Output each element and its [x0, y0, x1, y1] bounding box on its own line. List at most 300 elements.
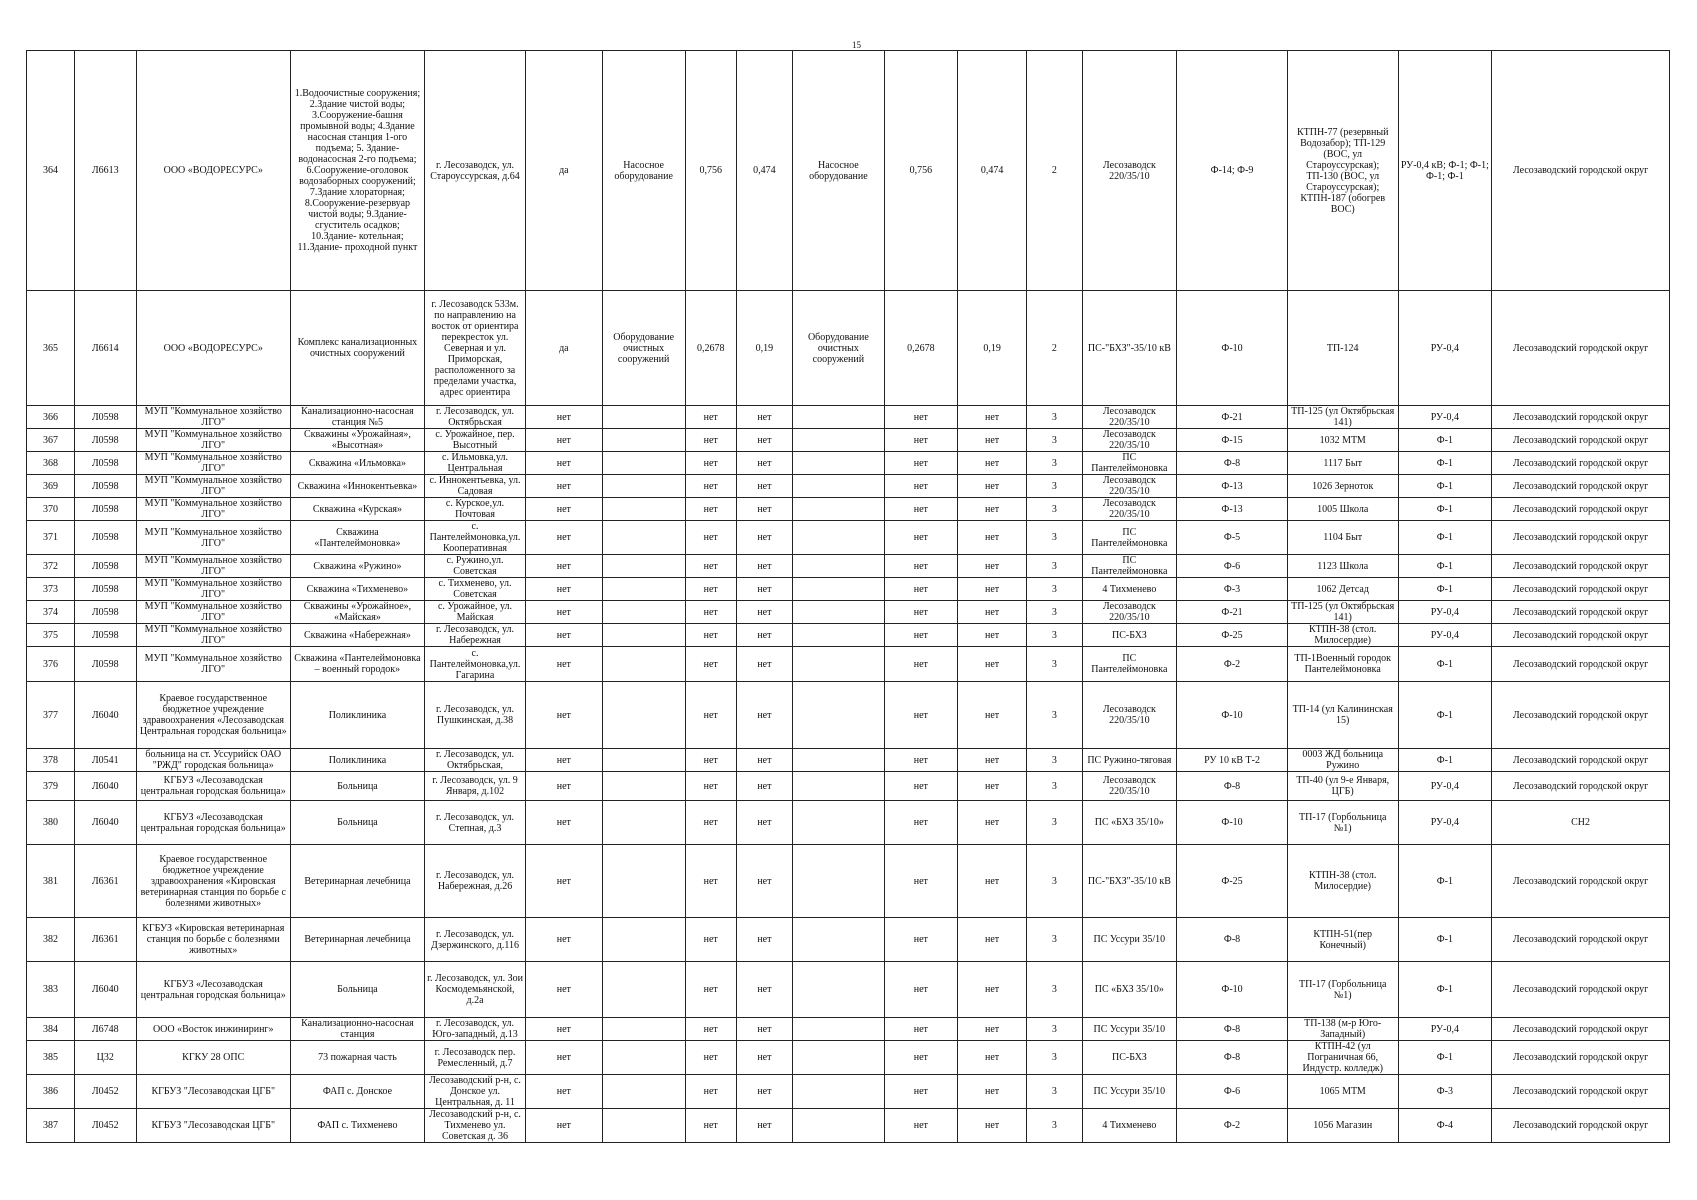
value-b-cell: нет [736, 429, 792, 452]
substation-cell: ПС-БХЗ [1082, 624, 1177, 647]
equipment-2-cell [793, 801, 885, 845]
value-a-cell: нет [685, 578, 736, 601]
object-name-cell: Скважина «Пантелеймоновка» [290, 521, 424, 555]
code-cell: Л0598 [74, 624, 136, 647]
value-d-cell: 0,19 [958, 291, 1027, 406]
switchgear-cell: РУ-0,4 [1398, 1018, 1492, 1041]
organization-cell: Краевое государственное бюджетное учреждение здравоохранения «Лесозаводская Центральная городская больница» [136, 682, 290, 749]
row-number-cell: 364 [27, 51, 75, 291]
object-name-cell: ФАП с. Тихменево [290, 1109, 424, 1143]
address-cell: г. Лесозаводск, ул. Степная, д.3 [424, 801, 525, 845]
municipality-cell: Лесозаводский городской округ [1492, 498, 1670, 521]
flag-cell: нет [526, 429, 603, 452]
row-number-cell: 374 [27, 601, 75, 624]
value-d-cell: нет [958, 682, 1027, 749]
value-a-cell: нет [685, 772, 736, 801]
transformer-point-cell: 1062 Детсад [1287, 578, 1398, 601]
value-a-cell: нет [685, 845, 736, 918]
table-row [27, 962, 1670, 1018]
object-name-cell: ФАП с. Донское [290, 1075, 424, 1109]
value-c-cell: нет [884, 555, 957, 578]
code-cell: Л0598 [74, 406, 136, 429]
category-cell: 3 [1027, 918, 1082, 962]
transformer-point-cell: КТПН-38 (стол. Милосердие) [1287, 624, 1398, 647]
value-d-cell: нет [958, 918, 1027, 962]
category-cell: 3 [1027, 406, 1082, 429]
organization-cell: МУП "Коммунальное хозяйство ЛГО" [136, 429, 290, 452]
address-cell: г. Лесозаводск, ул. Зои Космодемьянской, д.2а [424, 962, 525, 1018]
code-cell: Л0541 [74, 749, 136, 772]
object-name-cell: Ветеринарная лечебница [290, 845, 424, 918]
substation-cell: Лесозаводск 220/35/10 [1082, 601, 1177, 624]
table-row [27, 918, 1670, 962]
organization-cell: КГБУЗ «Лесозаводская центральная городская больница» [136, 801, 290, 845]
code-cell: Л6748 [74, 1018, 136, 1041]
category-cell: 3 [1027, 578, 1082, 601]
flag-cell: нет [526, 647, 603, 682]
value-d-cell: нет [958, 1018, 1027, 1041]
transformer-point-cell: КТПН-42 (ул Пограничная 66, Индустр. колледж) [1287, 1041, 1398, 1075]
feeder-cell: Ф-14; Ф-9 [1177, 51, 1288, 291]
flag-cell: да [526, 291, 603, 406]
value-a-cell: нет [685, 555, 736, 578]
code-cell: Л0598 [74, 521, 136, 555]
table-row [27, 624, 1670, 647]
flag-cell: нет [526, 1018, 603, 1041]
switchgear-cell: Ф-1 [1398, 429, 1492, 452]
value-c-cell: 0,2678 [884, 291, 957, 406]
substation-cell: Лесозаводск 220/35/10 [1082, 498, 1177, 521]
equipment-2-cell [793, 749, 885, 772]
equipment-2-cell [793, 555, 885, 578]
equipment-cell [602, 1018, 685, 1041]
substation-cell: ПС Уссури 35/10 [1082, 918, 1177, 962]
equipment-cell [602, 601, 685, 624]
address-cell: с. Ружино,ул. Советская [424, 555, 525, 578]
equipment-cell [602, 1075, 685, 1109]
equipment-2-cell [793, 682, 885, 749]
switchgear-cell: Ф-3 [1398, 1075, 1492, 1109]
value-b-cell: нет [736, 1018, 792, 1041]
municipality-cell: Лесозаводский городской округ [1492, 624, 1670, 647]
table-row [27, 845, 1670, 918]
organization-cell: МУП "Коммунальное хозяйство ЛГО" [136, 555, 290, 578]
substation-cell: 4 Тихменево [1082, 578, 1177, 601]
table-row [27, 291, 1670, 406]
address-cell: г. Лесозаводск, ул. Юго-западный, д.13 [424, 1018, 525, 1041]
transformer-point-cell: ТП-1Военный городок Пантелеймоновка [1287, 647, 1398, 682]
value-c-cell: нет [884, 749, 957, 772]
value-a-cell: нет [685, 452, 736, 475]
row-number-cell: 381 [27, 845, 75, 918]
transformer-point-cell: ТП-40 (ул 9-е Января, ЦГБ) [1287, 772, 1398, 801]
code-cell: Л0452 [74, 1109, 136, 1143]
table-row [27, 647, 1670, 682]
municipality-cell: Лесозаводский городской округ [1492, 845, 1670, 918]
flag-cell: нет [526, 749, 603, 772]
value-b-cell: нет [736, 749, 792, 772]
feeder-cell: Ф-25 [1177, 845, 1288, 918]
object-name-cell: Больница [290, 962, 424, 1018]
equipment-2-cell [793, 406, 885, 429]
value-a-cell: нет [685, 647, 736, 682]
flag-cell: нет [526, 498, 603, 521]
flag-cell: нет [526, 624, 603, 647]
value-d-cell: нет [958, 1075, 1027, 1109]
value-c-cell: нет [884, 429, 957, 452]
switchgear-cell: Ф-1 [1398, 578, 1492, 601]
organization-cell: КГБУЗ «Лесозаводская центральная городская больница» [136, 772, 290, 801]
flag-cell: да [526, 51, 603, 291]
equipment-cell [602, 406, 685, 429]
feeder-cell: Ф-8 [1177, 918, 1288, 962]
object-name-cell: Поликлиника [290, 749, 424, 772]
organization-cell: КГБУЗ "Лесозаводская ЦГБ" [136, 1075, 290, 1109]
equipment-cell [602, 521, 685, 555]
category-cell: 3 [1027, 962, 1082, 1018]
equipment-2-cell [793, 452, 885, 475]
value-c-cell: нет [884, 801, 957, 845]
category-cell: 3 [1027, 521, 1082, 555]
row-number-cell: 368 [27, 452, 75, 475]
row-number-cell: 371 [27, 521, 75, 555]
feeder-cell: Ф-8 [1177, 452, 1288, 475]
value-c-cell: 0,756 [884, 51, 957, 291]
feeder-cell: Ф-10 [1177, 682, 1288, 749]
feeder-cell: Ф-8 [1177, 1041, 1288, 1075]
address-cell: г. Лесозаводск, ул. Октябрьская [424, 406, 525, 429]
category-cell: 3 [1027, 1018, 1082, 1041]
organization-cell: МУП "Коммунальное хозяйство ЛГО" [136, 647, 290, 682]
value-b-cell: нет [736, 801, 792, 845]
municipality-cell: Лесозаводский городской округ [1492, 601, 1670, 624]
object-name-cell: Ветеринарная лечебница [290, 918, 424, 962]
equipment-2-cell [793, 918, 885, 962]
transformer-point-cell: ТП-138 (м-р Юго-Западный) [1287, 1018, 1398, 1041]
value-a-cell: нет [685, 498, 736, 521]
transformer-point-cell: 1026 Зерноток [1287, 475, 1398, 498]
row-number-cell: 386 [27, 1075, 75, 1109]
value-d-cell: нет [958, 498, 1027, 521]
flag-cell: нет [526, 601, 603, 624]
feeder-cell: Ф-6 [1177, 1075, 1288, 1109]
table-row [27, 1075, 1670, 1109]
value-d-cell: нет [958, 962, 1027, 1018]
table-row [27, 51, 1670, 291]
table-row [27, 555, 1670, 578]
category-cell: 3 [1027, 624, 1082, 647]
switchgear-cell: Ф-4 [1398, 1109, 1492, 1143]
transformer-point-cell: 1056 Магазин [1287, 1109, 1398, 1143]
substation-cell: ПС Пантелеймоновка [1082, 521, 1177, 555]
switchgear-cell: Ф-1 [1398, 682, 1492, 749]
substation-cell: ПС «БХЗ 35/10» [1082, 962, 1177, 1018]
equipment-2-cell: Оборудование очистных сооружений [793, 291, 885, 406]
table-row [27, 429, 1670, 452]
object-name-cell: Скважина «Ружино» [290, 555, 424, 578]
municipality-cell: Лесозаводский городской округ [1492, 452, 1670, 475]
switchgear-cell: Ф-1 [1398, 475, 1492, 498]
switchgear-cell: РУ-0,4 [1398, 601, 1492, 624]
flag-cell: нет [526, 1075, 603, 1109]
feeder-cell: РУ 10 кВ Т-2 [1177, 749, 1288, 772]
row-number-cell: 369 [27, 475, 75, 498]
category-cell: 3 [1027, 1075, 1082, 1109]
value-c-cell: нет [884, 521, 957, 555]
value-c-cell: нет [884, 1075, 957, 1109]
switchgear-cell: РУ-0,4 [1398, 801, 1492, 845]
value-b-cell: нет [736, 1075, 792, 1109]
value-d-cell: нет [958, 624, 1027, 647]
transformer-point-cell: ТП-17 (Горбольница №1) [1287, 962, 1398, 1018]
equipment-cell [602, 801, 685, 845]
address-cell: с. Пантелеймоновка,ул. Кооперативная [424, 521, 525, 555]
address-cell: г. Лесозаводск пер. Ремесленный, д.7 [424, 1041, 525, 1075]
value-c-cell: нет [884, 845, 957, 918]
address-cell: г. Лесозаводск 533м. по направлению на восток от ориентира перекресток ул. Северная и ул. Приморская, расположенного за пределами участка, адрес ориентира [424, 291, 525, 406]
value-d-cell: нет [958, 475, 1027, 498]
address-cell: г. Лесозаводск, ул. Набережная, д.26 [424, 845, 525, 918]
municipality-cell: Лесозаводский городской округ [1492, 749, 1670, 772]
value-a-cell: нет [685, 801, 736, 845]
value-b-cell: 0,19 [736, 291, 792, 406]
table-row [27, 521, 1670, 555]
transformer-point-cell: 1104 Быт [1287, 521, 1398, 555]
transformer-point-cell: ТП-17 (Горбольница №1) [1287, 801, 1398, 845]
municipality-cell: Лесозаводский городской округ [1492, 1075, 1670, 1109]
substation-cell: ПС-БХЗ [1082, 1041, 1177, 1075]
organization-cell: КГБУЗ «Лесозаводская центральная городская больница» [136, 962, 290, 1018]
value-d-cell: нет [958, 801, 1027, 845]
substation-cell: ПС-"БХЗ"-35/10 кВ [1082, 845, 1177, 918]
object-name-cell: Скважина «Пантелеймоновка – военный городок» [290, 647, 424, 682]
switchgear-cell: РУ-0,4 [1398, 624, 1492, 647]
row-number-cell: 384 [27, 1018, 75, 1041]
switchgear-cell: Ф-1 [1398, 845, 1492, 918]
code-cell: Л6361 [74, 845, 136, 918]
value-b-cell: нет [736, 475, 792, 498]
address-cell: с. Иннокентьевка, ул. Садовая [424, 475, 525, 498]
feeder-cell: Ф-8 [1177, 1018, 1288, 1041]
value-c-cell: нет [884, 578, 957, 601]
category-cell: 3 [1027, 452, 1082, 475]
address-cell: с. Пантелеймоновка,ул. Гагарина [424, 647, 525, 682]
code-cell: Л0598 [74, 555, 136, 578]
equipment-cell [602, 475, 685, 498]
table-row [27, 1109, 1670, 1143]
value-c-cell: нет [884, 1018, 957, 1041]
value-c-cell: нет [884, 918, 957, 962]
equipment-2-cell [793, 429, 885, 452]
category-cell: 3 [1027, 1109, 1082, 1143]
flag-cell: нет [526, 521, 603, 555]
value-a-cell: нет [685, 1018, 736, 1041]
feeder-cell: Ф-10 [1177, 962, 1288, 1018]
object-name-cell: Канализационно-насосная станция [290, 1018, 424, 1041]
value-d-cell: 0,474 [958, 51, 1027, 291]
equipment-cell [602, 555, 685, 578]
value-c-cell: нет [884, 498, 957, 521]
category-cell: 3 [1027, 498, 1082, 521]
feeder-cell: Ф-13 [1177, 475, 1288, 498]
transformer-point-cell: 1005 Школа [1287, 498, 1398, 521]
table-row [27, 406, 1670, 429]
row-number-cell: 387 [27, 1109, 75, 1143]
substation-cell: ПС Ружино-тяговая [1082, 749, 1177, 772]
row-number-cell: 382 [27, 918, 75, 962]
address-cell: с. Урожайное, пер. Высотный [424, 429, 525, 452]
value-c-cell: нет [884, 772, 957, 801]
value-b-cell: нет [736, 647, 792, 682]
transformer-point-cell: КТПН-38 (стол. Милосердие) [1287, 845, 1398, 918]
feeder-cell: Ф-21 [1177, 406, 1288, 429]
row-number-cell: 383 [27, 962, 75, 1018]
switchgear-cell: РУ-0,4 [1398, 406, 1492, 429]
value-d-cell: нет [958, 601, 1027, 624]
equipment-2-cell [793, 772, 885, 801]
table-row [27, 1018, 1670, 1041]
flag-cell: нет [526, 772, 603, 801]
organization-cell: больница на ст. Уссурийск ОАО "РЖД" городская больница» [136, 749, 290, 772]
row-number-cell: 366 [27, 406, 75, 429]
switchgear-cell: Ф-1 [1398, 498, 1492, 521]
transformer-point-cell: ТП-125 (ул Октябрьская 141) [1287, 601, 1398, 624]
value-a-cell: нет [685, 918, 736, 962]
transformer-point-cell: 1065 МТМ [1287, 1075, 1398, 1109]
value-b-cell: нет [736, 845, 792, 918]
switchgear-cell: Ф-1 [1398, 555, 1492, 578]
transformer-point-cell: 0003 ЖД больница Ружино [1287, 749, 1398, 772]
equipment-2-cell [793, 578, 885, 601]
value-a-cell: нет [685, 521, 736, 555]
value-d-cell: нет [958, 452, 1027, 475]
switchgear-cell: Ф-1 [1398, 647, 1492, 682]
equipment-cell [602, 498, 685, 521]
object-name-cell: Скважина «Курская» [290, 498, 424, 521]
equipment-2-cell [793, 601, 885, 624]
organization-cell: МУП "Коммунальное хозяйство ЛГО" [136, 624, 290, 647]
organization-cell: МУП "Коммунальное хозяйство ЛГО" [136, 601, 290, 624]
switchgear-cell: Ф-1 [1398, 962, 1492, 1018]
municipality-cell: Лесозаводский городской округ [1492, 1041, 1670, 1075]
row-number-cell: 377 [27, 682, 75, 749]
flag-cell: нет [526, 555, 603, 578]
code-cell: Л6040 [74, 801, 136, 845]
value-b-cell: нет [736, 624, 792, 647]
transformer-point-cell: 1032 МТМ [1287, 429, 1398, 452]
object-name-cell: 1.Водоочистные сооружения; 2.Здание чистой воды; 3.Сооружение-башня промывной воды; 4.Здание насосная станция 1-ого подъема; 5. Здание-водонасосная 2-го подъема; 6.Сооружение-оголовок водозаборных сооружений; 7.Здание хлораторная; 8.Сооружение-резервуар чистой воды; 9.Здание-сгуститель осадков; 10.Здание- котельная; 11.Здание- проходной пункт [290, 51, 424, 291]
value-d-cell: нет [958, 845, 1027, 918]
transformer-point-cell: ТП-125 (ул Октябрьская 141) [1287, 406, 1398, 429]
equipment-2-cell [793, 475, 885, 498]
transformer-point-cell: ТП-14 (ул Калининская 15) [1287, 682, 1398, 749]
organization-cell: КГБУЗ «Кировская ветеринарная станция по борьбе с болезнями животных» [136, 918, 290, 962]
organization-cell: ООО «ВОДОРЕСУРС» [136, 51, 290, 291]
flag-cell: нет [526, 406, 603, 429]
value-b-cell: нет [736, 601, 792, 624]
address-cell: с. Ильмовка,ул. Центральная [424, 452, 525, 475]
municipality-cell: Лесозаводский городской округ [1492, 962, 1670, 1018]
substation-cell: ПС Уссури 35/10 [1082, 1018, 1177, 1041]
substation-cell: Лесозаводск 220/35/10 [1082, 772, 1177, 801]
category-cell: 3 [1027, 647, 1082, 682]
municipality-cell: Лесозаводский городской округ [1492, 1018, 1670, 1041]
code-cell: Л0598 [74, 647, 136, 682]
value-a-cell: нет [685, 429, 736, 452]
feeder-cell: Ф-5 [1177, 521, 1288, 555]
equipment-2-cell [793, 1041, 885, 1075]
flag-cell: нет [526, 1041, 603, 1075]
value-a-cell: нет [685, 601, 736, 624]
organization-cell: МУП "Коммунальное хозяйство ЛГО" [136, 406, 290, 429]
municipality-cell: Лесозаводский городской округ [1492, 647, 1670, 682]
equipment-2-cell [793, 624, 885, 647]
page-number: 15 [852, 40, 861, 50]
row-number-cell: 378 [27, 749, 75, 772]
flag-cell: нет [526, 475, 603, 498]
feeder-cell: Ф-6 [1177, 555, 1288, 578]
equipment-cell [602, 772, 685, 801]
flag-cell: нет [526, 1109, 603, 1143]
value-c-cell: нет [884, 624, 957, 647]
value-a-cell: нет [685, 1041, 736, 1075]
equipment-2-cell [793, 1109, 885, 1143]
substation-cell: Лесозаводск 220/35/10 [1082, 51, 1177, 291]
equipment-2-cell [793, 962, 885, 1018]
feeder-cell: Ф-2 [1177, 1109, 1288, 1143]
substation-cell: ПС Пантелеймоновка [1082, 555, 1177, 578]
equipment-cell [602, 578, 685, 601]
table-row [27, 801, 1670, 845]
value-c-cell: нет [884, 406, 957, 429]
address-cell: с. Урожайное, ул. Майская [424, 601, 525, 624]
equipment-cell [602, 682, 685, 749]
object-name-cell: Скважины «Урожайное», «Майская» [290, 601, 424, 624]
category-cell: 3 [1027, 429, 1082, 452]
municipality-cell: Лесозаводский городской округ [1492, 682, 1670, 749]
transformer-point-cell: КТПН-77 (резервный Водозабор); ТП-129 (ВОС, ул Староуссурская); ТП-130 (ВОС, ул Староуссурская); КТПН-187 (обогрев ВОС) [1287, 51, 1398, 291]
category-cell: 3 [1027, 1041, 1082, 1075]
feeder-cell: Ф-21 [1177, 601, 1288, 624]
value-b-cell: нет [736, 578, 792, 601]
object-name-cell: 73 пожарная часть [290, 1041, 424, 1075]
address-cell: г. Лесозаводск, ул. Октябрьская, [424, 749, 525, 772]
address-cell: Лесозаводский р-н, с. Тихменево ул. Советская д. 36 [424, 1109, 525, 1143]
value-c-cell: нет [884, 647, 957, 682]
category-cell: 3 [1027, 845, 1082, 918]
substation-cell: Лесозаводск 220/35/10 [1082, 475, 1177, 498]
equipment-cell [602, 918, 685, 962]
value-d-cell: нет [958, 521, 1027, 555]
transformer-point-cell: 1117 Быт [1287, 452, 1398, 475]
code-cell: Л0452 [74, 1075, 136, 1109]
feeder-cell: Ф-13 [1177, 498, 1288, 521]
value-a-cell: нет [685, 1109, 736, 1143]
value-c-cell: нет [884, 475, 957, 498]
municipality-cell: Лесозаводский городской округ [1492, 772, 1670, 801]
value-a-cell: нет [685, 962, 736, 1018]
organization-cell: МУП "Коммунальное хозяйство ЛГО" [136, 452, 290, 475]
switchgear-cell: Ф-1 [1398, 918, 1492, 962]
value-b-cell: нет [736, 1041, 792, 1075]
feeder-cell: Ф-25 [1177, 624, 1288, 647]
value-c-cell: нет [884, 1109, 957, 1143]
table-row [27, 475, 1670, 498]
row-number-cell: 375 [27, 624, 75, 647]
value-b-cell: нет [736, 682, 792, 749]
value-c-cell: нет [884, 962, 957, 1018]
substation-cell: ПС Уссури 35/10 [1082, 1075, 1177, 1109]
